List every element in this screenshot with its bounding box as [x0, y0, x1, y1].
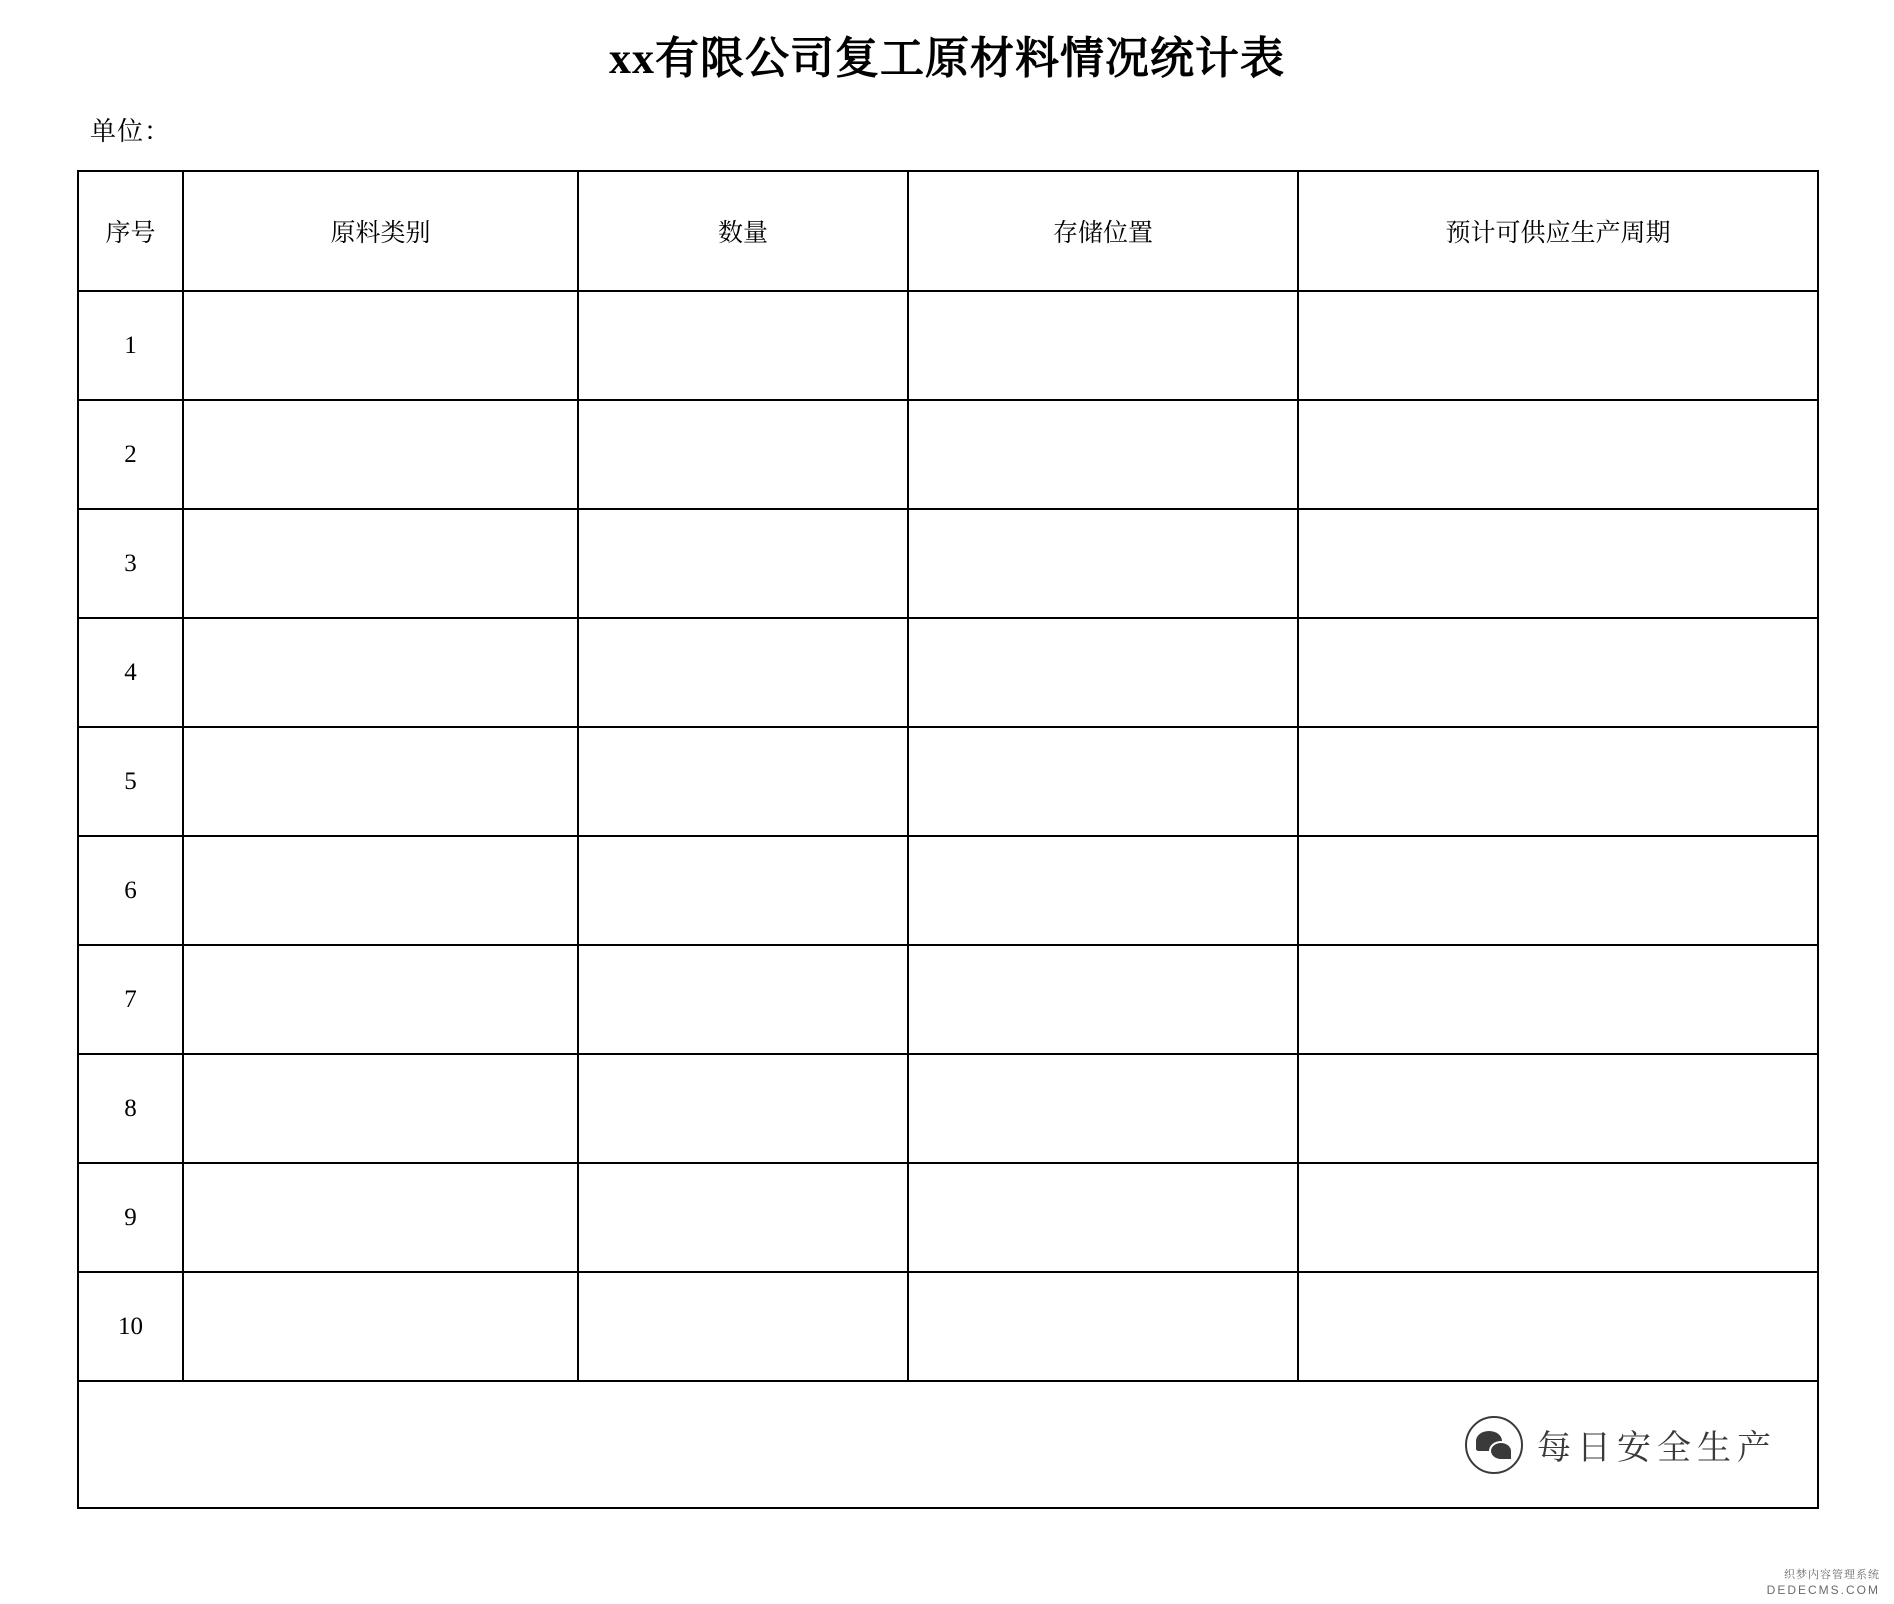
cycle-cell[interactable]: [1298, 1054, 1818, 1163]
row-index-cell: 10: [78, 1272, 183, 1381]
category-cell[interactable]: [183, 945, 578, 1054]
category-cell[interactable]: [183, 400, 578, 509]
column-header-location: 存储位置: [908, 171, 1298, 291]
table-footer: [78, 1381, 1818, 1508]
category-cell[interactable]: [183, 1272, 578, 1381]
table-body: [78, 291, 1818, 1381]
quantity-cell[interactable]: [578, 836, 908, 945]
raw-material-table: [77, 170, 1819, 1509]
table-container: [77, 170, 1817, 1509]
location-cell[interactable]: [908, 836, 1298, 945]
row-index-cell: 4: [78, 618, 183, 727]
quantity-cell[interactable]: [578, 291, 908, 400]
cycle-cell[interactable]: [1298, 1163, 1818, 1272]
quantity-cell[interactable]: [578, 400, 908, 509]
cms-watermark-cn: 织梦内容管理系统: [1784, 1569, 1880, 1582]
row-index-cell: 2: [78, 400, 183, 509]
row-index-cell: 1: [78, 291, 183, 400]
table-header-row: [78, 171, 1818, 291]
row-index-cell: 8: [78, 1054, 183, 1163]
quantity-cell[interactable]: [578, 1272, 908, 1381]
table-row: [78, 836, 1818, 945]
row-index-cell: 6: [78, 836, 183, 945]
cycle-cell[interactable]: [1298, 400, 1818, 509]
table-row: [78, 1054, 1818, 1163]
quantity-cell[interactable]: [578, 1163, 908, 1272]
category-cell[interactable]: [183, 509, 578, 618]
cycle-cell[interactable]: [1298, 836, 1818, 945]
wechat-label: 每日安全生产: [1537, 1430, 1777, 1468]
category-cell[interactable]: [183, 1163, 578, 1272]
cycle-cell[interactable]: [1298, 291, 1818, 400]
cycle-cell[interactable]: [1298, 1272, 1818, 1381]
quantity-cell[interactable]: [578, 945, 908, 1054]
quantity-cell[interactable]: [578, 1054, 908, 1163]
location-cell[interactable]: [908, 1163, 1298, 1272]
quantity-cell[interactable]: [578, 509, 908, 618]
row-index-cell: 3: [78, 509, 183, 618]
category-cell[interactable]: [183, 1054, 578, 1163]
cycle-cell[interactable]: [1298, 727, 1818, 836]
wechat-watermark: [1465, 1416, 1777, 1474]
category-cell[interactable]: [183, 727, 578, 836]
table-row: [78, 945, 1818, 1054]
quantity-cell[interactable]: [578, 727, 908, 836]
row-index-cell: 7: [78, 945, 183, 1054]
location-cell[interactable]: [908, 945, 1298, 1054]
location-cell[interactable]: [908, 727, 1298, 836]
row-index-cell: 9: [78, 1163, 183, 1272]
table-row: [78, 618, 1818, 727]
location-cell[interactable]: [908, 400, 1298, 509]
cycle-cell[interactable]: [1298, 618, 1818, 727]
column-header-quantity: 数量: [578, 171, 908, 291]
category-cell[interactable]: [183, 291, 578, 400]
page-title: xx有限公司复工原材料情况统计表: [609, 34, 1285, 83]
wechat-icon: [1465, 1416, 1523, 1474]
cms-watermark-en: DEDECMS.COM: [1766, 1583, 1880, 1597]
table-row: [78, 727, 1818, 836]
cms-watermark: [1767, 1569, 1880, 1598]
row-index-cell: 5: [78, 727, 183, 836]
column-header-cycle: 预计可供应生产周期: [1298, 171, 1818, 291]
unit-label: 单位：: [90, 117, 172, 147]
column-header-category: 原料类别: [183, 171, 578, 291]
location-cell[interactable]: [908, 1272, 1298, 1381]
location-cell[interactable]: [908, 618, 1298, 727]
table-footer-row: [78, 1381, 1818, 1508]
cycle-cell[interactable]: [1298, 509, 1818, 618]
table-row: [78, 291, 1818, 400]
cycle-cell[interactable]: [1298, 945, 1818, 1054]
table-header: [78, 171, 1818, 291]
category-cell[interactable]: [183, 836, 578, 945]
table-row: [78, 1163, 1818, 1272]
table-row: [78, 509, 1818, 618]
table-row: [78, 400, 1818, 509]
location-cell[interactable]: [908, 1054, 1298, 1163]
quantity-cell[interactable]: [578, 618, 908, 727]
category-cell[interactable]: [183, 618, 578, 727]
location-cell[interactable]: [908, 509, 1298, 618]
table-row: [78, 1272, 1818, 1381]
footer-note-cell[interactable]: [78, 1381, 1818, 1508]
location-cell[interactable]: [908, 291, 1298, 400]
column-header-index: 序号: [78, 171, 183, 291]
